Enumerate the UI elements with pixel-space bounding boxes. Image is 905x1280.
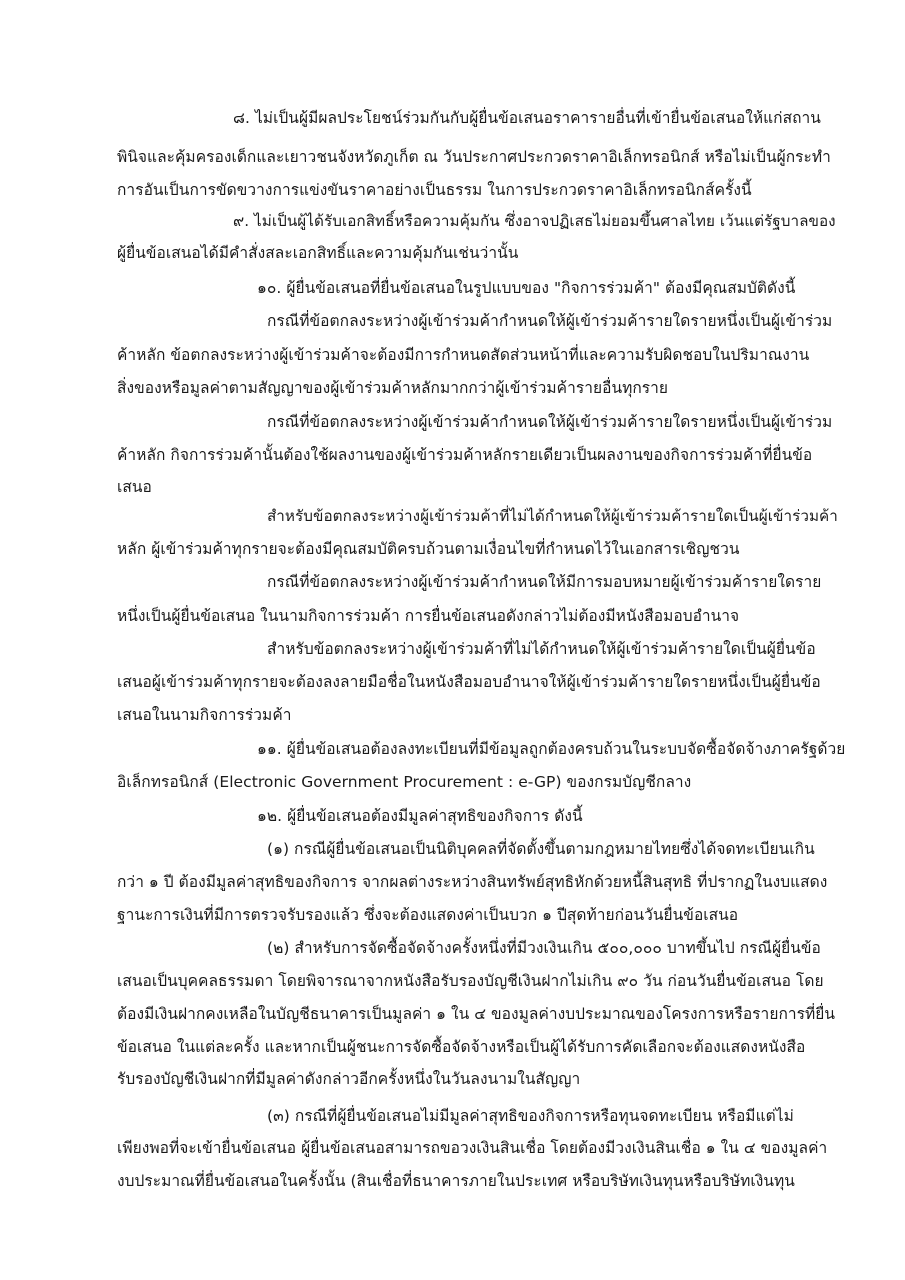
text-line: กรณีที่ข้อตกลงระหว่างผู้เข้าร่วมค้ากำหนดให้ผู้เข้าร่วมค้ารายใดรายหนึ่งเป็นผู้เข้าร่วม (267, 312, 833, 330)
text-line: สำหรับข้อตกลงระหว่างผู้เข้าร่วมค้าที่ไม่ได้กำหนดให้ผู้เข้าร่วมค้ารายใดเป็นผู้เข้าร่วมค้า (267, 507, 838, 525)
text-line: ฐานะการเงินที่มีการตรวจรับรองแล้ว ซึ่งจะต้องแสดงค่าเป็นบวก ๑ ปีสุดท้ายก่อนวันยื่นข้อเสนอ (117, 906, 739, 924)
text-line: ค้าหลัก กิจการร่วมค้านั้นต้องใช้ผลงานของผู้เข้าร่วมค้าหลักรายเดียวเป็นผลงานของกิจการร่วมค้าที่ยื่นข้อ (117, 446, 813, 464)
text-line: ๙. ไม่เป็นผู้ได้รับเอกสิทธิ์หรือความคุ้มกัน ซึ่งอาจปฏิเสธไม่ยอมขึ้นศาลไทย เว้นแต่รัฐบาลของ (233, 212, 836, 230)
text-line: ข้อเสนอ ในแต่ละครั้ง และหากเป็นผู้ชนะการจัดซื้อจัดจ้างหรือเป็นผู้ได้รับการคัดเลือกจะต้องแสดงหนังสือ (117, 1038, 806, 1056)
text-line: เสนอในนามกิจการร่วมค้า (117, 706, 292, 724)
text-line: อิเล็กทรอนิกส์ (Electronic Government Procurement : e-GP) ของกรมบัญชีกลาง (117, 773, 692, 791)
text-line: ๑๒. ผู้ยื่นข้อเสนอต้องมีมูลค่าสุทธิของกิจการ ดังนี้ (257, 807, 583, 825)
text-line: ๑๑. ผู้ยื่นข้อเสนอต้องลงทะเบียนที่มีข้อมูลถูกต้องครบถ้วนในระบบจัดซื้อจัดจ้างภาครัฐด้วย (257, 740, 846, 758)
text-line: หนึ่งเป็นผู้ยื่นข้อเสนอ ในนามกิจการร่วมค้า การยื่นข้อเสนอดังกล่าวไม่ต้องมีหนังสือมอบอำนาจ (117, 607, 740, 625)
text-line: ค้าหลัก ข้อตกลงระหว่างผู้เข้าร่วมค้าจะต้องมีการกำหนดสัดส่วนหน้าที่และความรับผิดชอบในปริมาณงาน (117, 346, 810, 364)
text-line: (๒) สำหรับการจัดซื้อจัดจ้างครั้งหนึ่งที่มีวงเงินเกิน ๕๐๐,๐๐๐ บาทขึ้นไป กรณีผู้ยื่นข้อ (267, 939, 821, 957)
text-line: เสนอผู้เข้าร่วมค้าทุกรายจะต้องลงลายมือชื่อในหนังสือมอบอำนาจให้ผู้เข้าร่วมค้ารายใดรายหนึ่งเป็นผู้ยื่นข้อ (117, 673, 821, 691)
text-line: การอันเป็นการขัดขวางการแข่งขันราคาอย่างเป็นธรรม ในการประกวดราคาอิเล็กทรอนิกส์ครั้งนี้ (117, 181, 752, 199)
text-line: ต้องมีเงินฝากคงเหลือในบัญชีธนาคารเป็นมูลค่า ๑ ใน ๔ ของมูลค่างบประมาณของโครงการหรือรายการที่ยื่น (117, 1005, 836, 1023)
text-line: รับรองบัญชีเงินฝากที่มีมูลค่าดังกล่าวอีกครั้งหนึ่งในวันลงนามในสัญญา (117, 1070, 581, 1088)
text-line: กว่า ๑ ปี ต้องมีมูลค่าสุทธิของกิจการ จากผลต่างระหว่างสินทรัพย์สุทธิหักด้วยหนี้สินสุทธิ ที่ปรากฏในงบแสดง (117, 873, 828, 891)
text-line: เสนอ (117, 478, 152, 496)
text-line: (๓) กรณีที่ผู้ยื่นข้อเสนอไม่มีมูลค่าสุทธิของกิจการหรือทุนจดทะเบียน หรือมีแต่ไม่ (267, 1107, 794, 1125)
text-line: เพียงพอที่จะเข้ายื่นข้อเสนอ ผู้ยื่นข้อเสนอสามารถขอวงเงินสินเชื่อ โดยต้องมีวงเงินสินเชื่อ ๑ ใน ๔ ของมูลค่า (117, 1139, 828, 1157)
text-line: (๑) กรณีผู้ยื่นข้อเสนอเป็นนิติบุคคลที่จัดตั้งขึ้นตามกฎหมายไทยซึ่งได้จดทะเบียนเกิน (267, 840, 815, 858)
text-line: ๑๐. ผู้ยื่นข้อเสนอที่ยื่นข้อเสนอในรูปแบบของ "กิจการร่วมค้า" ต้องมีคุณสมบัติดังนี้ (257, 279, 796, 297)
text-line: พินิจและคุ้มครองเด็กและเยาวชนจังหวัดภูเก็ต ณ วันประกาศประกวดราคาอิเล็กทรอนิกส์ หรือไม่เป็นผู้กระทำ (117, 148, 831, 166)
text-line: สำหรับข้อตกลงระหว่างผู้เข้าร่วมค้าที่ไม่ได้กำหนดให้ผู้เข้าร่วมค้ารายใดเป็นผู้ยื่นข้อ (267, 640, 816, 658)
text-line: งบประมาณที่ยื่นข้อเสนอในครั้งนั้น (สินเชื่อที่ธนาคารภายในประเทศ หรือบริษัทเงินทุนหรือบริษัทเงินทุน (117, 1172, 795, 1190)
text-line: ๘. ไม่เป็นผู้มีผลประโยชน์ร่วมกันกับผู้ยื่นข้อเสนอราคารายอื่นที่เข้ายื่นข้อเสนอให้แก่สถาน (233, 109, 821, 127)
text-line: หลัก ผู้เข้าร่วมค้าทุกรายจะต้องมีคุณสมบัติครบถ้วนตามเงื่อนไขที่กำหนดไว้ในเอกสารเชิญชวน (117, 540, 740, 558)
text-line: กรณีที่ข้อตกลงระหว่างผู้เข้าร่วมค้ากำหนดให้มีการมอบหมายผู้เข้าร่วมค้ารายใดราย (267, 573, 822, 591)
text-line: ผู้ยื่นข้อเสนอได้มีคำสั่งสละเอกสิทธิ์และความคุ้มกันเช่นว่านั้น (117, 244, 519, 262)
text-line: สิ่งของหรือมูลค่าตามสัญญาของผู้เข้าร่วมค้าหลักมากกว่าผู้เข้าร่วมค้ารายอื่นทุกราย (117, 379, 669, 397)
text-line: เสนอเป็นบุคคลธรรมดา โดยพิจารณาจากหนังสือรับรองบัญชีเงินฝากไม่เกิน ๙๐ วัน ก่อนวันยื่นข้อเสนอ โดย (117, 972, 824, 990)
text-line: กรณีที่ข้อตกลงระหว่างผู้เข้าร่วมค้ากำหนดให้ผู้เข้าร่วมค้ารายใดรายหนึ่งเป็นผู้เข้าร่วม (267, 413, 833, 431)
